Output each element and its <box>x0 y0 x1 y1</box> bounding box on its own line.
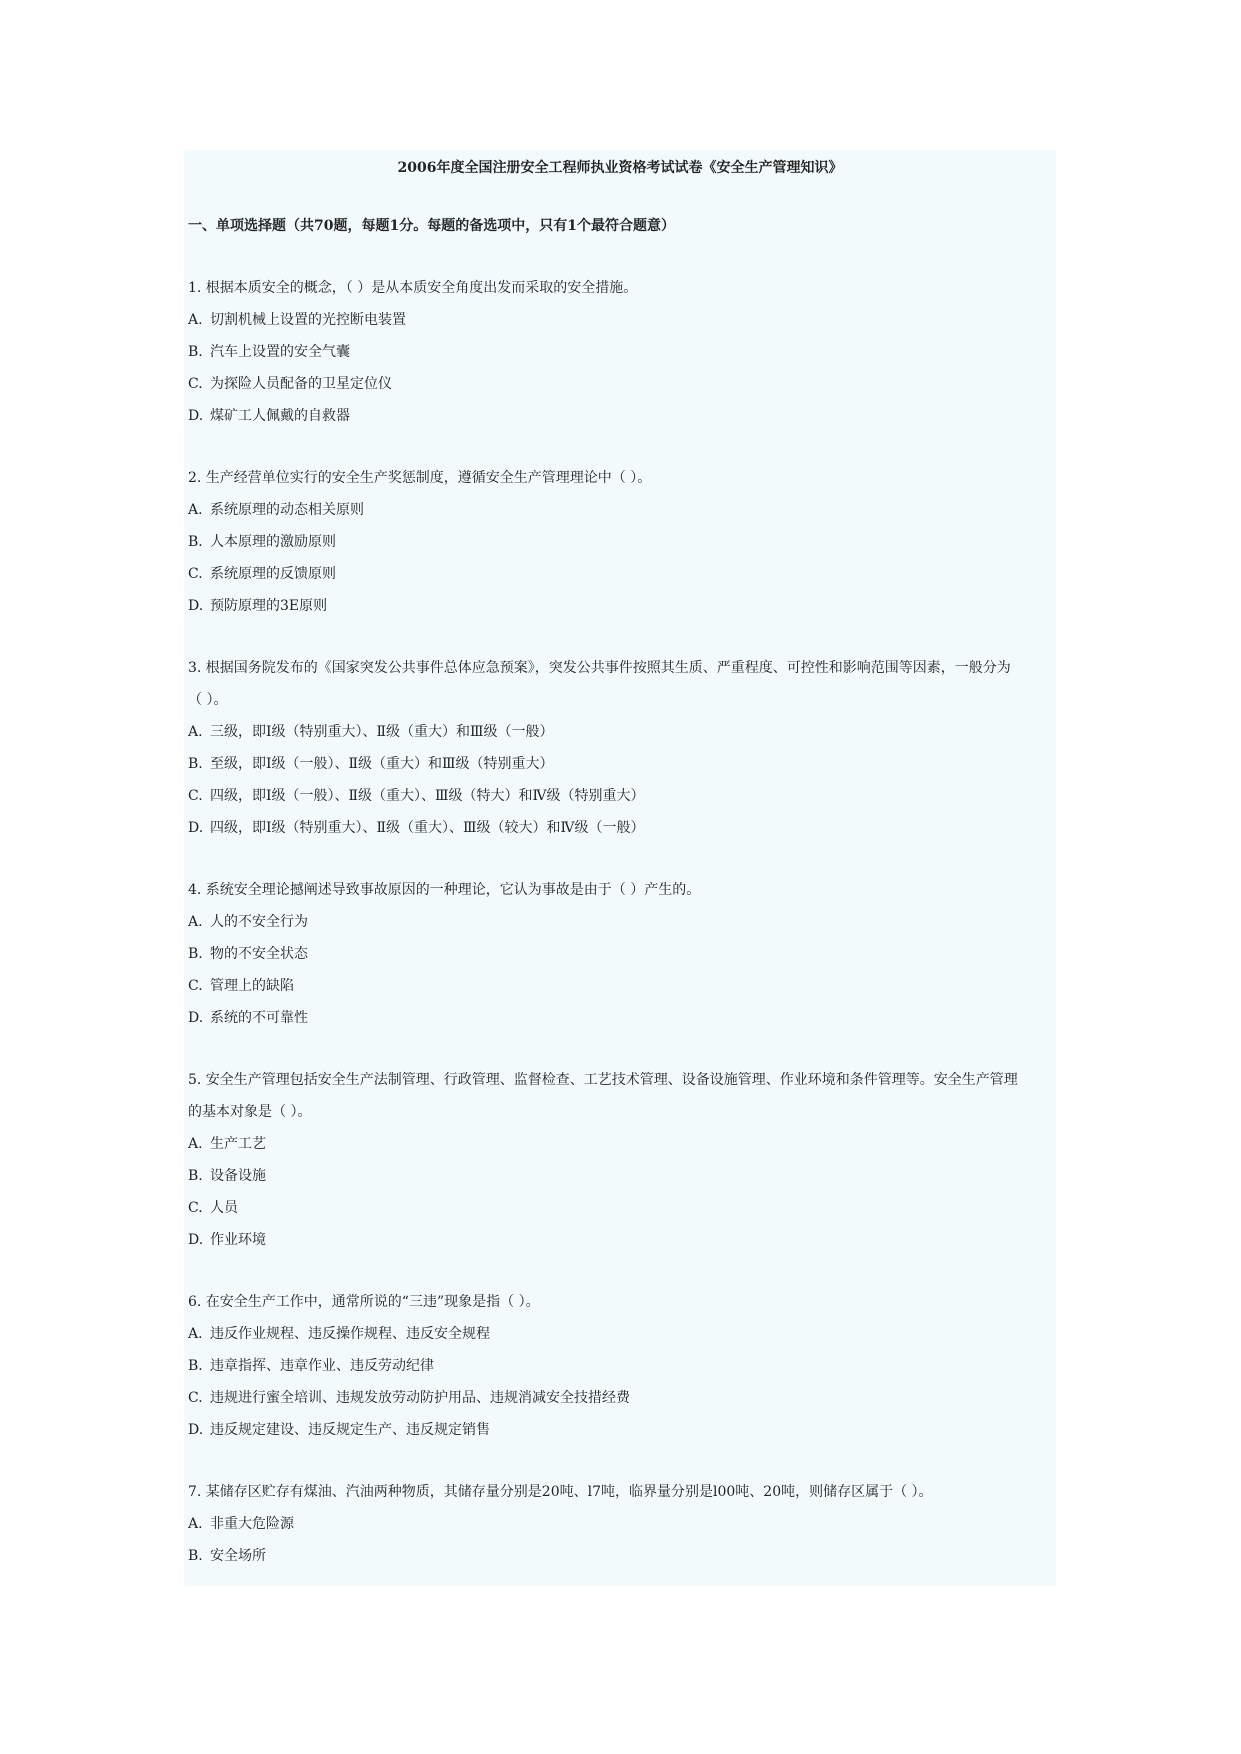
answer-option <box>188 754 554 774</box>
option-letter: C. <box>188 978 203 994</box>
option-text: 四级，即Ⅰ级（一般）、Ⅱ级（重大）、Ⅲ级（特大）和Ⅳ级（特别重大） <box>210 788 645 804</box>
option-text: 安全场所 <box>210 1548 266 1564</box>
option-letter: B. <box>188 1548 203 1564</box>
option-letter: A. <box>188 1516 203 1532</box>
option-text: 人的不安全行为 <box>210 914 308 930</box>
option-letter: B. <box>188 1358 203 1374</box>
option-text: 违章指挥、违章作业、违反劳动纪律 <box>210 1358 434 1374</box>
option-letter: C. <box>188 1200 203 1216</box>
answer-option <box>188 1420 490 1440</box>
option-letter: B. <box>188 534 203 550</box>
option-text: 至级，即Ⅰ级（一般）、Ⅱ级（重大）和Ⅲ级（特别重大） <box>210 756 554 772</box>
document-title: 2006年度全国注册安全工程师执业资格考试试卷《安全生产管理知识》 <box>397 160 843 176</box>
option-text: 生产工艺 <box>210 1136 266 1152</box>
option-letter: C. <box>188 1390 203 1406</box>
option-text: 人员 <box>210 1200 238 1216</box>
answer-option <box>188 1388 630 1408</box>
option-text: 违反规定建设、违反规定生产、违反规定销售 <box>210 1422 490 1438</box>
answer-option <box>188 722 554 742</box>
option-text: 非重大危险源 <box>210 1516 294 1532</box>
option-letter: B. <box>188 946 203 962</box>
question-stem-continued: （ ）。 <box>188 692 228 708</box>
question-stem: 7. 某储存区贮存有煤油、汽油两种物质，其储存量分别是20吨、l7吨，临界量分别是l00吨、20吨，则储存区属于（ ）。 <box>188 1484 933 1500</box>
answer-option <box>188 786 645 806</box>
option-letter: C. <box>188 566 203 582</box>
answer-option <box>188 310 406 330</box>
option-text: 违规进行蜜全培训、违规发放劳动防护用品、违规消减安全技措经费 <box>210 1390 630 1406</box>
answer-option <box>188 564 336 584</box>
answer-option <box>188 944 308 964</box>
option-letter: B. <box>188 1168 203 1184</box>
option-text: 系统原理的动态相关原则 <box>210 502 364 518</box>
option-text: 切割机械上设置的光控断电装置 <box>210 312 406 328</box>
option-letter: A. <box>188 1136 203 1152</box>
option-letter: A. <box>188 914 203 930</box>
option-text: 三级，即Ⅰ级（特别重大）、Ⅱ级（重大）和Ⅲ级（一般） <box>210 724 554 740</box>
option-text: 系统原理的反馈原则 <box>210 566 336 582</box>
question-stem: 2. 生产经营单位实行的安全生产奖惩制度，遵循安全生产管理理论中（ ）。 <box>188 470 652 486</box>
answer-option <box>188 406 350 426</box>
question-stem: 5. 安全生产管理包括安全生产法制管理、行政管理、监督检查、工艺技术管理、设备设施管理、作业环境和条件管理等。安全生产管理 <box>188 1072 1018 1088</box>
option-text: 煤矿工人佩戴的自救器 <box>210 408 350 424</box>
question-stem-continued: 的基本对象是（ ）。 <box>188 1104 312 1120</box>
option-letter: C. <box>188 376 203 392</box>
option-letter: A. <box>188 724 203 740</box>
question-stem: 4. 系统安全理论撼阐述导致事故原因的一种理论，它认为事故是由于（ ）产生的。 <box>188 882 701 898</box>
option-text: 物的不安全状态 <box>210 946 308 962</box>
option-text: 预防原理的3E原则 <box>210 598 328 614</box>
option-text: 汽车上设置的安全气囊 <box>210 344 350 360</box>
answer-option <box>188 1198 238 1218</box>
option-letter: B. <box>188 756 203 772</box>
option-text: 违反作业规程、违反操作规程、违反安全规程 <box>210 1326 490 1342</box>
option-letter: A. <box>188 1326 203 1342</box>
exam-paper <box>184 150 1056 1586</box>
answer-option <box>188 1514 294 1534</box>
answer-option <box>188 1134 266 1154</box>
option-text: 为探险人员配备的卫星定位仪 <box>210 376 392 392</box>
answer-option <box>188 818 645 838</box>
answer-option <box>188 976 294 996</box>
option-text: 作业环境 <box>210 1232 266 1248</box>
option-letter: D. <box>188 1422 204 1438</box>
answer-option <box>188 1008 308 1028</box>
option-letter: D. <box>188 820 204 836</box>
option-text: 设备设施 <box>210 1168 266 1184</box>
answer-option <box>188 1230 266 1250</box>
option-letter: C. <box>188 788 203 804</box>
answer-option <box>188 374 392 394</box>
answer-option <box>188 1166 266 1186</box>
question-stem: 1. 根据本质安全的概念，（ ）是从本质安全角度出发而采取的安全措施。 <box>188 280 638 296</box>
option-letter: D. <box>188 408 204 424</box>
option-letter: B. <box>188 344 203 360</box>
option-text: 四级，即Ⅰ级（特别重大）、Ⅱ级（重大）、Ⅲ级（较大）和Ⅳ级（一般） <box>210 820 645 836</box>
option-text: 系统的不可靠性 <box>210 1010 308 1026</box>
answer-option <box>188 342 350 362</box>
option-letter: A. <box>188 312 203 328</box>
answer-option <box>188 1356 434 1376</box>
question-stem: 6. 在安全生产工作中，通常所说的“三违”现象是指（ ）。 <box>188 1294 540 1310</box>
option-letter: D. <box>188 1232 204 1248</box>
answer-option <box>188 500 364 520</box>
option-letter: D. <box>188 1010 204 1026</box>
question-stem: 3. 根据国务院发布的《国家突发公共事件总体应急预案》，突发公共事件按照其生质、严重程度、可控性和影响范围等因素，一般分为 <box>188 660 1011 676</box>
section-title: 一、单项选择题（共70题，每题1分。每题的备选项中，只有1个最符合题意） <box>188 218 675 234</box>
answer-option <box>188 912 308 932</box>
answer-option <box>188 596 327 616</box>
answer-option <box>188 1324 490 1344</box>
answer-option <box>188 532 336 552</box>
option-text: 人本原理的激励原则 <box>210 534 336 550</box>
option-letter: A. <box>188 502 203 518</box>
answer-option <box>188 1546 266 1566</box>
option-text: 管理上的缺陷 <box>210 978 294 994</box>
option-letter: D. <box>188 598 204 614</box>
